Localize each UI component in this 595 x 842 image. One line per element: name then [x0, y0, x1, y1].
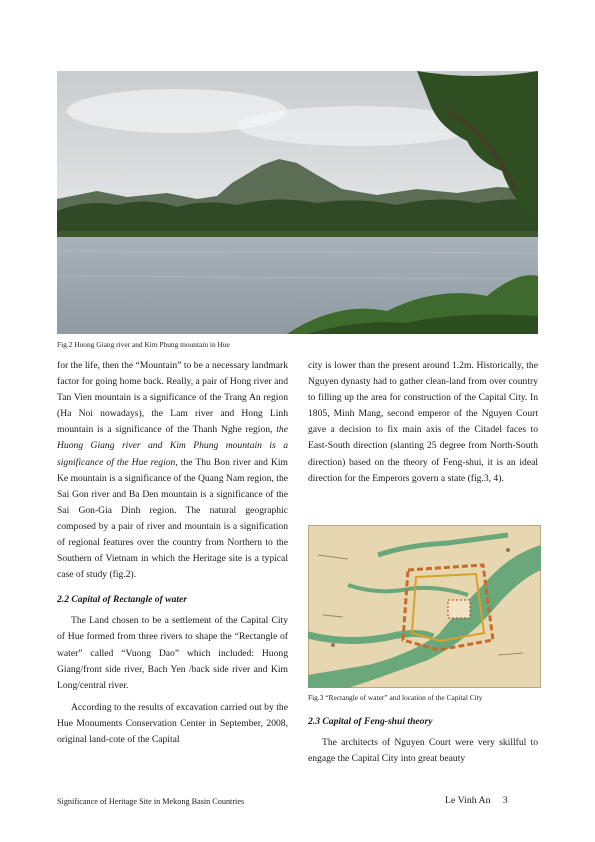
figure-2-caption: Fig.2 Huong Giang river and Kim Phung mountain in Hue: [57, 340, 230, 349]
figure-3-map: [308, 525, 541, 688]
section-heading-2-2: 2.2 Capital of Rectangle of water: [57, 594, 188, 606]
left-column: [57, 358, 288, 748]
paragraph: According to the results of excavation carried out by the Hue Monuments Conservation Center in September, 2008, original land-cote of the Capital: [57, 701, 288, 745]
footer-journal-title: Significance of Heritage Site in Mekong Basin Countries: [57, 797, 245, 806]
paragraph: The architects of Nguyen Court were very skillful to engage the Capital City into great beauty: [308, 737, 538, 765]
figure-3-caption: Fig.3 “Rectangle of water” and location of the Capital City: [308, 693, 483, 702]
italic-text-run: the Huong Giang river and Kim Phung mountain is a significance of the Hue region: [57, 424, 288, 468]
paragraph: The Land chosen to be a settlement of the Capital City of Hue formed from three rivers to shape the “Rectangle of water” called “Vuong Dao” which included: Huong Giang/front side river, Bach Yen /back side river and Kim Long/central river.: [57, 615, 288, 691]
right-column-bottom: [308, 708, 538, 767]
paragraph: city is lower than the present around 1.2m. Historically, the Nguyen dynasty had to gather clean-land from over country to filling up the area for construction of the Capital City. In 1805, Minh Mang, second emperor of the Nguyen Court gave a decision to fix main axis of the Citadel faces to East-South direction (slanting 25 degree from North-South direction) based on the theory of Feng-shui, it is an ideal direction for the Emperors govern a state (fig.3, 4).: [308, 360, 538, 484]
figure-2-photo: [57, 71, 538, 334]
footer-author-page: Le Vinh An 3: [445, 795, 508, 806]
text-run: , the Thu Bon river and Kim Ke mountain is a significance of the Quang Nam region, the Sai Gon river and Ba Den mountain is a significance of the Sai Gon-Gia Dinh region. The natural geographic composed by a pair of river and mountain is a signification of regional features over the country from Northern to the Southern of Vietnam in which the Heritage site is a typical case of study (fig.2).: [57, 456, 288, 581]
paragraph: [57, 358, 288, 583]
section-heading-2-3: 2.3 Capital of Feng-shui theory: [308, 716, 433, 727]
text-run: for the life, then the “Mountain” to be a necessary landmark factor for going home back. Really, a pair of Hong river and Tan Vien mountain is a significance of the Trang An region (Ha Noi nowadays), the Lam river and Hong Linh mountain is a significance of the Thanh Nghe region,: [57, 360, 288, 436]
right-column-top: [308, 358, 538, 487]
